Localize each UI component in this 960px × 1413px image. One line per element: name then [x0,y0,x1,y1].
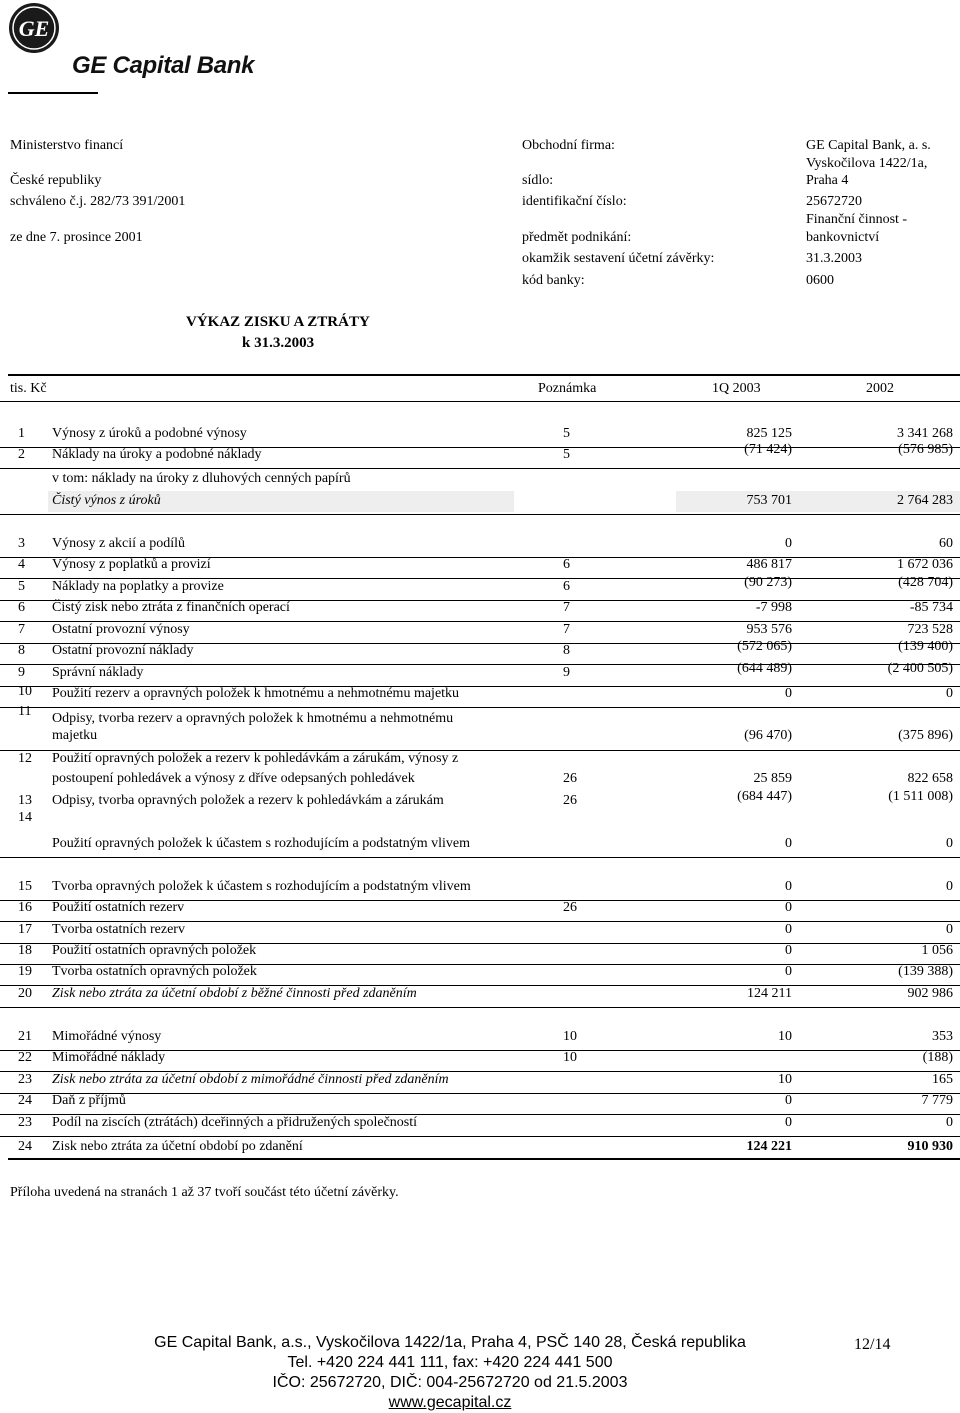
table-row [0,964,960,986]
row-num: 24 [18,1139,32,1154]
row-previous: (139 400) [898,639,953,654]
row-current: 25 859 [753,771,792,786]
row-current: 0 [785,879,792,894]
table-header [0,381,960,402]
row-current: 0 [785,836,792,851]
row-num: 15 [18,879,32,894]
row-current: 10 [778,1029,792,1044]
row-previous: 165 [932,1072,953,1087]
row-label: Použití opravných položek k účastem s rozhodujícím a podstatným vlivem [52,836,470,851]
row-previous: 0 [946,879,953,894]
row-num: 5 [18,579,25,594]
table-row [0,1093,960,1115]
row-label: Odpisy, tvorba opravných položek a rezerv k pohledávkám a zárukám [52,793,444,808]
footer-phone: Tel. +420 224 441 111, fax: +420 224 441 500 [287,1354,613,1371]
row-label: Použití rezerv a opravných položek k hmotnému a nehmotnému majetku [52,686,460,701]
row-num: 23 [18,1115,32,1130]
row-previous: 3 341 268 [897,426,953,441]
row-label: Odpisy, tvorba rezerv a opravných položek k hmotnému a nehmotnému [52,711,454,726]
value-okamzik: 31.3.2003 [806,251,862,266]
row-previous: 0 [946,922,953,937]
row-num: 22 [18,1050,32,1065]
logo-underline [8,92,98,94]
row-current: 0 [785,922,792,937]
value-predmet-1: Finanční činnost - [806,212,908,227]
row-previous: 0 [946,1115,953,1130]
row-current: 0 [785,964,792,979]
svg-text:GE: GE [18,16,50,41]
label-predmet: předmět podnikání: [522,230,632,245]
row-num: 2 [18,447,25,462]
row-num: 20 [18,986,32,1001]
label-sidlo: sídlo: [522,173,554,188]
ministry-line-1: Ministerstvo financí [10,138,124,153]
table-row [0,1050,960,1072]
row-note: 8 [563,643,570,658]
row-previous: 902 986 [907,986,953,1001]
table-row [0,986,960,1008]
row-num: 24 [18,1093,32,1108]
row-label: Ostatní provozní náklady [52,643,194,658]
row-label: Výnosy z akcií a podílů [52,536,185,551]
row-previous: 1 672 036 [897,557,953,572]
row-current: 10 [778,1072,792,1087]
value-sidlo-2: Praha 4 [806,173,849,188]
row-label: Výnosy z poplatků a provizí [52,557,211,572]
row-num: 11 [18,704,32,719]
row-num: 9 [18,665,25,680]
row-current: 124 221 [746,1139,792,1154]
row-num: 17 [18,922,32,937]
row-label: Mimořádné náklady [52,1050,166,1065]
row-previous: 2 764 283 [897,493,953,508]
row-num: 14 [18,810,32,825]
row-current: (96 470) [744,728,792,743]
row-label: Zisk nebo ztráta za účetní období z mimořádné činnosti před zdaněním [52,1072,449,1087]
footer-address: GE Capital Bank, a.s., Vyskočilova 1422/1a, Praha 4, PSČ 140 28, Česká republika [154,1334,746,1351]
row-label: Správní náklady [52,665,144,680]
table-row [0,639,960,665]
row-previous: 1 056 [921,943,953,958]
table-row [0,1072,960,1094]
table-row [0,686,960,708]
table-row [0,900,960,922]
row-label: Náklady na úroky a podobné náklady [52,447,262,462]
row-previous: (428 704) [898,575,953,590]
table-row [0,471,960,492]
row-note: 9 [563,665,570,680]
table-row [0,622,960,644]
table-row [0,789,960,814]
row-note: 26 [563,900,577,915]
table-row [0,1029,960,1051]
row-previous: (2 400 505) [887,661,953,676]
row-note: 10 [563,1050,577,1065]
row-previous: 60 [939,536,953,551]
ge-monogram-logo [8,2,60,54]
footer-ids: IČO: 25672720, DIČ: 004-25672720 od 21.5.2003 [272,1374,628,1391]
row-note: 6 [563,557,570,572]
row-label: Čistý zisk nebo ztráta z finančních operací [52,600,290,615]
row-num: 16 [18,900,32,915]
label-ic: identifikační číslo: [522,194,627,209]
row-previous: 0 [946,686,953,701]
row-note: 7 [563,622,570,637]
report-date: k 31.3.2003 [242,335,315,351]
row-current: (90 273) [744,575,792,590]
row-label: Daň z příjmů [52,1093,126,1108]
approval-ref: schváleno č.j. 282/73 391/2001 [10,194,186,209]
row-previous: (188) [922,1050,953,1065]
table-row [0,536,960,558]
row-num: 3 [18,536,25,551]
table-row [0,557,960,579]
row-note: 26 [563,793,577,808]
row-note: 7 [563,600,570,615]
col-unit: tis. Kč [10,381,47,396]
label-okamzik: okamžik sestavení účetní závěrky: [522,251,715,266]
report-title: VÝKAZ ZISKU A ZTRÁTY [186,314,370,330]
row-num: 1 [18,426,25,441]
table-row [0,810,960,858]
appendix-note: Příloha uvedená na stranách 1 až 37 tvoří součást této účetní závěrky. [10,1185,399,1200]
table-row [0,922,960,944]
value-kod: 0600 [806,273,834,288]
row-label: Náklady na poplatky a provize [52,579,224,594]
row-previous: (139 388) [898,964,953,979]
row-label: Tvorba ostatních opravných položek [52,964,257,979]
brand-name: GE Capital Bank [72,52,255,79]
row-label: Tvorba opravných položek k účastem s rozhodujícím a podstatným vlivem [52,879,471,894]
row-num: 8 [18,643,25,658]
row-previous: 0 [946,836,953,851]
row-num: 21 [18,1029,32,1044]
row-current: -7 998 [755,600,792,615]
table-row [0,575,960,601]
col-current: 1Q 2003 [712,381,761,396]
row-label: v tom: náklady na úroky z dluhových cenných papírů [52,471,351,486]
row-previous: 910 930 [907,1139,953,1154]
row-label: Čistý výnos z úroků [52,493,161,508]
table-row [0,943,960,965]
footer-website-link[interactable]: www.gecapital.cz [388,1394,512,1411]
row-current: 486 817 [746,557,792,572]
row-current: 825 125 [746,426,792,441]
row-current: (684 447) [737,789,792,804]
table-row-subtotal [0,493,960,515]
row-label: Použití opravných položek a rezerv k pohledávkám a zárukám, výnosy z [52,751,459,766]
row-note: 26 [563,771,577,786]
table-row [0,600,960,622]
col-previous: 2002 [866,381,894,396]
row-label: Zisk nebo ztráta za účetní období z běžné činnosti před zdaněním [52,986,417,1001]
row-num: 7 [18,622,25,637]
row-current: (644 489) [737,661,792,676]
row-num: 4 [18,557,25,572]
value-predmet-2: bankovnictví [806,230,880,245]
row-label-continued: majetku [52,728,98,743]
row-previous: 353 [932,1029,953,1044]
row-label: Zisk nebo ztráta za účetní období po zdanění [52,1139,303,1154]
row-label: Mimořádné výnosy [52,1029,162,1044]
row-previous: -85 734 [909,600,953,615]
approval-date: ze dne 7. prosince 2001 [10,230,143,245]
row-label: Použití ostatních opravných položek [52,943,257,958]
row-current: 953 576 [746,622,792,637]
row-current: 753 701 [746,493,792,508]
table-row [0,661,960,687]
row-label: Podíl na ziscích (ztrátách) dceřinných a přidružených společností [52,1115,418,1130]
table-row [0,442,960,469]
page-number: 12/14 [854,1336,891,1353]
row-note: 5 [563,447,570,462]
row-num: 6 [18,600,25,615]
value-ic: 25672720 [806,194,862,209]
row-num: 23 [18,1072,32,1087]
row-previous: 822 658 [907,771,953,786]
row-note: 5 [563,426,570,441]
row-num: 13 [18,793,32,808]
col-note: Poznámka [538,381,597,396]
table-row [0,704,960,751]
row-note: 6 [563,579,570,594]
row-current: 0 [785,1093,792,1108]
table-bottom-rule [8,1158,960,1160]
table-row [0,879,960,901]
row-current: 0 [785,943,792,958]
row-current: 0 [785,536,792,551]
row-previous: (1 511 008) [888,789,953,804]
row-note: 10 [563,1029,577,1044]
ministry-line-2: České republiky [10,173,102,188]
row-label: Tvorba ostatních rezerv [52,922,185,937]
row-current: (71 424) [744,442,792,457]
row-current: 0 [785,900,792,915]
table-row [0,426,960,448]
row-current: (572 065) [737,639,792,654]
row-label: Výnosy z úroků a podobné výnosy [52,426,247,441]
row-previous: 7 779 [921,1093,953,1108]
value-sidlo-1: Vyskočilova 1422/1a, [806,156,928,171]
row-num: 19 [18,964,32,979]
row-previous: 723 528 [907,622,953,637]
row-num: 12 [18,751,32,766]
table-row [0,1115,960,1137]
row-label: Ostatní provozní výnosy [52,622,190,637]
value-firma: GE Capital Bank, a. s. [806,138,931,153]
row-num: 18 [18,943,32,958]
label-firma: Obchodní firma: [522,138,615,153]
row-label-continued: postoupení pohledávek a výnosy z dříve odepsaných pohledávek [52,771,415,786]
table-row-total [0,1139,960,1160]
row-previous: (576 985) [898,442,953,457]
footer-website-wrap [0,1394,900,1412]
table-top-rule [8,374,960,376]
row-current: 0 [785,1115,792,1130]
row-current: 124 211 [747,986,792,1001]
row-label: Použití ostatních rezerv [52,900,185,915]
row-num: 10 [18,684,32,699]
label-kod: kód banky: [522,273,585,288]
row-previous: (375 896) [898,728,953,743]
table-row [0,751,960,793]
row-current: 0 [785,686,792,701]
